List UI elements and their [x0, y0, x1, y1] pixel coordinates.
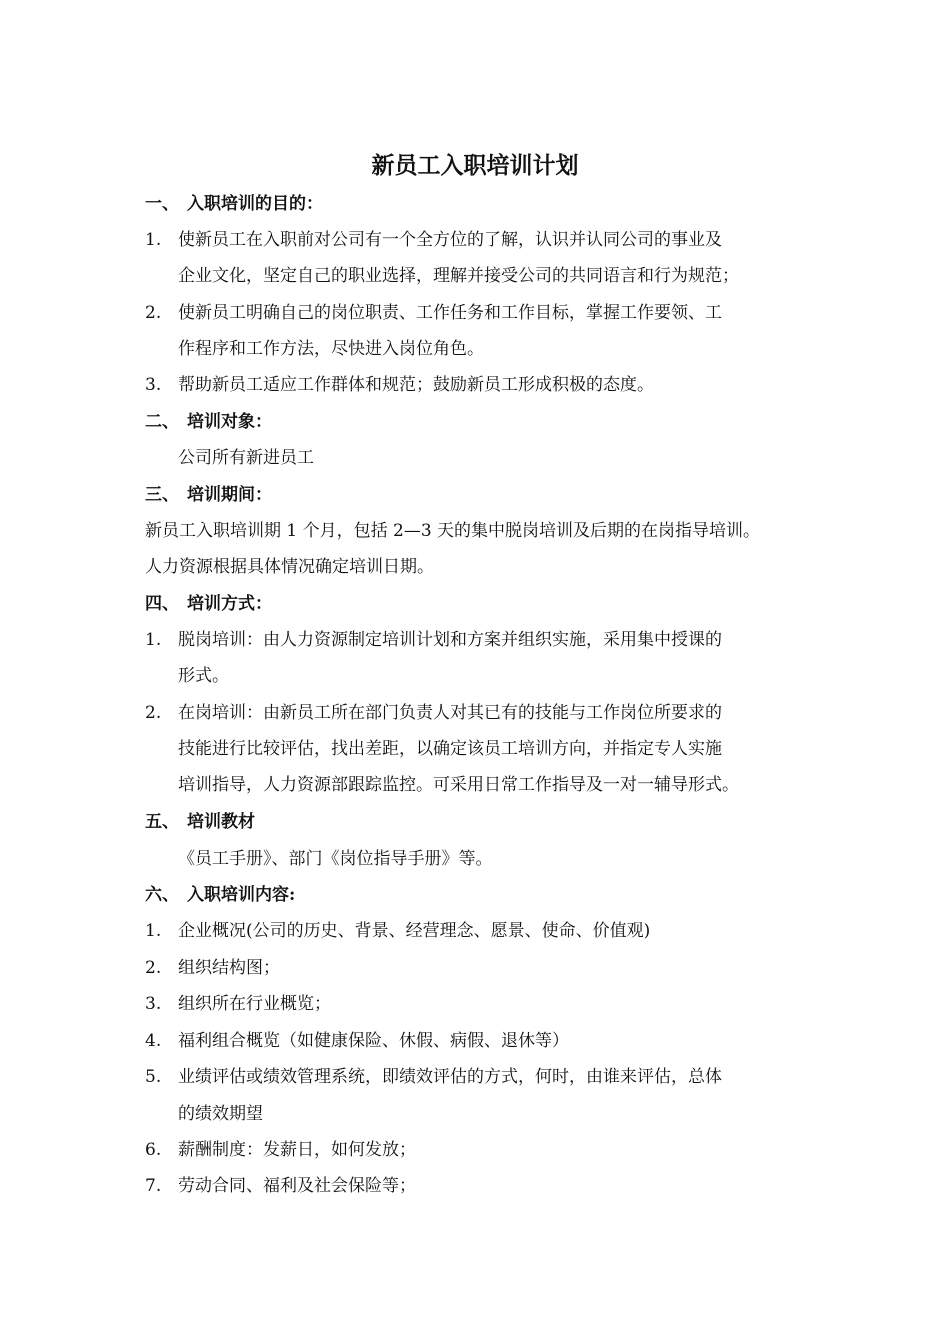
list-number: 1. [145, 230, 162, 250]
list-number: 1. [145, 630, 162, 650]
list-item-text: 组织所在行业概览； [178, 994, 331, 1014]
list-number: 2. [145, 703, 162, 723]
paragraph-text: 人力资源根据具体情况确定培训日期。 [145, 557, 434, 577]
list-item-text: 薪酬制度：发薪日，如何发放； [178, 1140, 416, 1160]
list-item-text: 企业概况(公司的历史、背景、经营理念、愿景、使命、价值观) [178, 921, 651, 941]
section-title: 入职培训的目的： [187, 194, 323, 214]
section-title: 培训对象： [187, 412, 272, 432]
section-heading-period [145, 477, 272, 513]
list-item-text: 福利组合概览（如健康保险、休假、病假、退休等） [178, 1031, 569, 1051]
list-item-text-continued: 企业文化，坚定自己的职业选择，理解并接受公司的共同语言和行为规范； [178, 266, 739, 286]
list-number: 4. [145, 1031, 162, 1051]
section-number: 二、 [145, 412, 179, 432]
list-item-text-continued: 作程序和工作方法，尽快进入岗位角色。 [178, 339, 484, 359]
section-number: 三、 [145, 485, 179, 505]
list-number: 7. [145, 1176, 162, 1196]
section-title: 入职培训内容: [187, 885, 296, 905]
section-title: 培训方式： [187, 594, 272, 614]
section-heading-purpose [145, 186, 323, 222]
list-item-text: 帮助新员工适应工作群体和规范；鼓励新员工形成积极的态度。 [178, 375, 654, 395]
list-number: 2. [145, 303, 162, 323]
list-item-text-continued: 培训指导，人力资源部跟踪监控。可采用日常工作指导及一对一辅导形式。 [178, 775, 739, 795]
list-number: 6. [145, 1140, 162, 1160]
section-number: 一、 [145, 194, 179, 214]
section-number: 四、 [145, 594, 179, 614]
list-item-text: 劳动合同、福利及社会保险等； [178, 1176, 416, 1196]
list-item-text: 使新员工在入职前对公司有一个全方位的了解，认识并认同公司的事业及 [178, 230, 722, 250]
section-number: 五、 [145, 812, 179, 832]
section-title: 培训教材 [187, 812, 255, 832]
list-item-text: 业绩评估或绩效管理系统，即绩效评估的方式，何时，由谁来评估，总体 [178, 1067, 722, 1087]
paragraph-text: 公司所有新进员工 [178, 448, 314, 468]
list-item-text: 脱岗培训：由人力资源制定培训计划和方案并组织实施，采用集中授课的 [178, 630, 722, 650]
list-item-text-continued: 的绩效期望 [178, 1104, 263, 1124]
list-item-text: 在岗培训：由新员工所在部门负责人对其已有的技能与工作岗位所要求的 [178, 703, 722, 723]
list-number: 2. [145, 958, 162, 978]
paragraph-text: 《员工手册》、部门《岗位指导手册》等。 [178, 849, 493, 869]
list-item-text-continued: 形式。 [178, 666, 229, 686]
list-item-text-continued: 技能进行比较评估，找出差距，以确定该员工培训方向，并指定专人实施 [178, 739, 722, 759]
section-title: 培训期间： [187, 485, 272, 505]
list-number: 3. [145, 375, 162, 395]
list-item-text: 组织结构图； [178, 958, 280, 978]
document-title: 新员工入职培训计划 [371, 152, 579, 179]
list-number: 5. [145, 1067, 162, 1087]
list-number: 1. [145, 921, 162, 941]
section-number: 六、 [145, 885, 179, 905]
section-heading-content [145, 877, 295, 913]
paragraph-text: 新员工入职培训期 1 个月，包括 2—3 天的集中脱岗培训及后期的在岗指导培训。 [145, 521, 761, 541]
section-heading-materials [145, 804, 255, 840]
list-number: 3. [145, 994, 162, 1014]
list-item-text: 使新员工明确自己的岗位职责、工作任务和工作目标，掌握工作要领、工 [178, 303, 722, 323]
section-heading-audience [145, 404, 272, 440]
section-heading-method [145, 586, 272, 622]
